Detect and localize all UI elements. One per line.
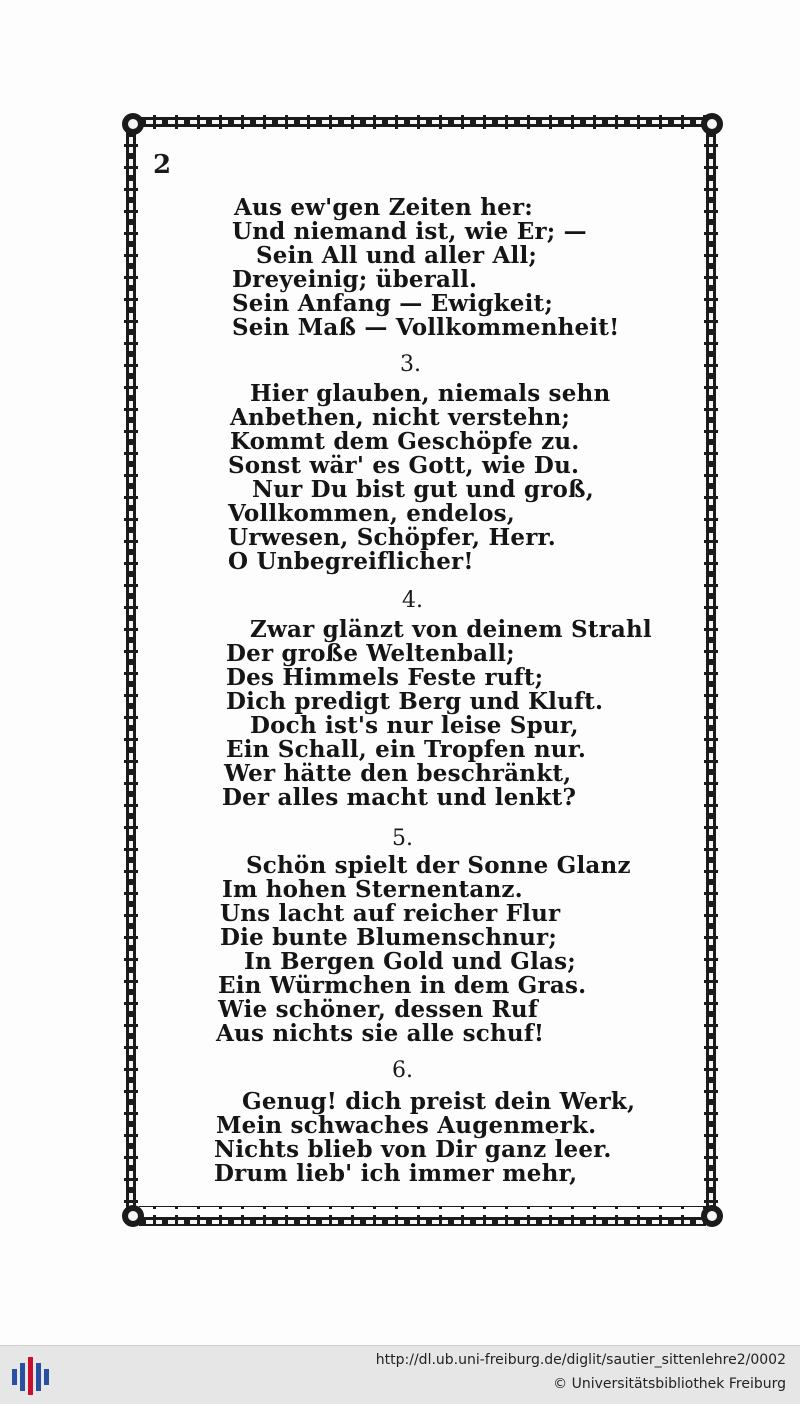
poem-line: Kommt dem Geschöpfe zu. <box>230 428 580 455</box>
viewer-footer-bar <box>0 1345 800 1404</box>
stanza-number: 6. <box>392 1058 413 1083</box>
poem-line: Die bunte Blumenschnur; <box>220 924 558 951</box>
poem-line: Drum lieb' ich immer mehr, <box>214 1160 578 1187</box>
poem-line: Sein All und aller All; <box>256 242 538 269</box>
poem-line: Der große Weltenball; <box>226 640 515 667</box>
poem-line: Aus ew'gen Zeiten her: <box>234 194 533 221</box>
stanza-number: 4. <box>402 588 423 613</box>
poem-line: Ein Würmchen in dem Gras. <box>218 972 587 999</box>
poem-line: Im hohen Sternentanz. <box>222 876 523 903</box>
poem-line: Genug! dich preist dein Werk, <box>242 1088 636 1115</box>
poem-line: Und niemand ist, wie Er; — <box>232 218 587 245</box>
ub-freiburg-logo-icon[interactable] <box>10 1355 52 1397</box>
poem-line: Sein Anfang — Ewigkeit; <box>232 290 554 317</box>
page-number: 2 <box>153 150 172 180</box>
poem-line: Mein schwaches Augenmerk. <box>216 1112 597 1139</box>
poem-line: In Bergen Gold und Glas; <box>244 948 576 975</box>
poem-line: Aus nichts sie alle schuf! <box>216 1020 545 1047</box>
poem-line: Doch ist's nur leise Spur, <box>250 712 579 739</box>
page-url-link[interactable]: http://dl.ub.uni-freiburg.de/diglit/sautier_sittenlehre2/0002 <box>375 1352 786 1368</box>
poem-line: Sonst wär' es Gott, wie Du. <box>228 452 580 479</box>
poem-line: Vollkommen, endelos, <box>228 500 515 527</box>
poem-line: Nichts blieb von Dir ganz leer. <box>214 1136 612 1163</box>
poem-line: Wer hätte den beschränkt, <box>224 760 572 787</box>
poem-line: Uns lacht auf reicher Flur <box>220 900 561 927</box>
poem-line: Dich predigt Berg und Kluft. <box>226 688 604 715</box>
poem-line: Ein Schall, ein Tropfen nur. <box>226 736 587 763</box>
poem-line: Dreyeinig; überall. <box>232 266 478 293</box>
poem-line: O Unbegreiflicher! <box>228 548 474 575</box>
stanza-number: 5. <box>392 826 413 851</box>
poem-line: Sein Maß — Vollkommenheit! <box>232 314 620 341</box>
poem-line: Des Himmels Feste ruft; <box>226 664 544 691</box>
poem-line: Schön spielt der Sonne Glanz <box>246 852 631 879</box>
poem-line: Anbethen, nicht verstehn; <box>230 404 571 431</box>
poem-line: Der alles macht und lenkt? <box>222 784 577 811</box>
copyright-text: © Universitätsbibliothek Freiburg <box>553 1376 786 1392</box>
poem-line: Hier glauben, niemals sehn <box>250 380 611 407</box>
poem-line: Urwesen, Schöpfer, Herr. <box>228 524 556 551</box>
poem-line: Wie schöner, dessen Ruf <box>218 996 538 1023</box>
poem-line: Nur Du bist gut und groß, <box>252 476 594 503</box>
stanza-number: 3. <box>400 352 421 377</box>
poem-line: Zwar glänzt von deinem Strahl <box>250 616 652 643</box>
